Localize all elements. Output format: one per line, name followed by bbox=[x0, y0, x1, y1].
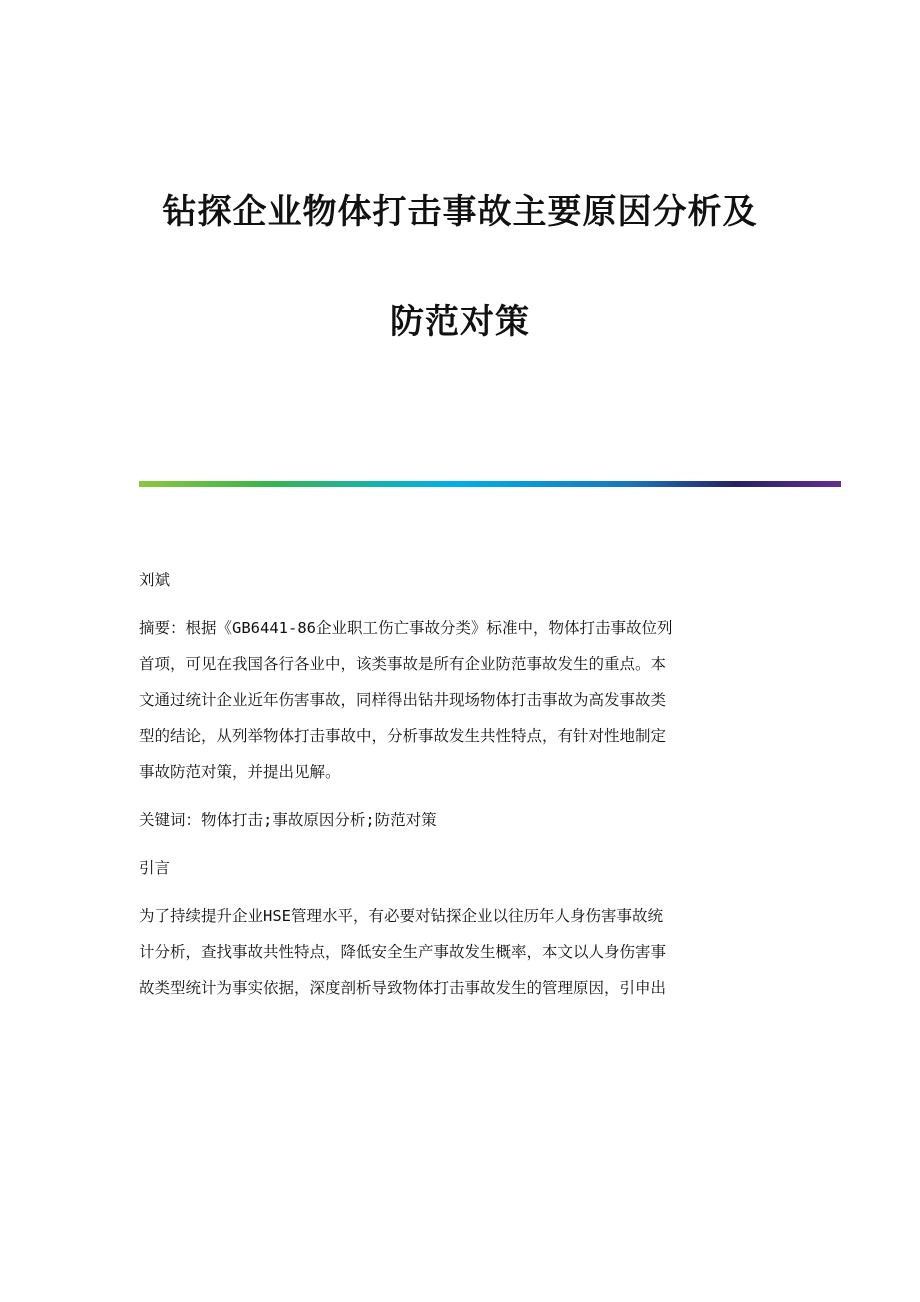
abstract-line: 文通过统计企业近年伤害事故，同样得出钻井现场物体打击事故为高发事故类 bbox=[139, 691, 667, 709]
abstract-line: 摘要：根据《GB6441-86企业职工伤亡事故分类》标准中，物体打击事故位列 bbox=[139, 619, 673, 637]
document-body bbox=[139, 562, 779, 1018]
title-line-1: 钻探企业物体打击事故主要原因分析及 bbox=[162, 192, 758, 232]
abstract bbox=[139, 610, 779, 790]
intro-line: 计分析，查找事故共性特点，降低安全生产事故发生概率，本文以人身伤害事 bbox=[139, 943, 667, 961]
document-title bbox=[0, 182, 920, 352]
abstract-line: 首项，可见在我国各行各业中，该类事故是所有企业防范事故发生的重点。本 bbox=[139, 655, 667, 673]
abstract-line: 型的结论，从列举物体打击事故中，分析事故发生共性特点，有针对性地制定 bbox=[139, 727, 667, 745]
title-divider bbox=[139, 481, 841, 487]
keywords: 关键词：物体打击;事故原因分析;防范对策 bbox=[139, 811, 437, 829]
title-line-2: 防范对策 bbox=[390, 302, 530, 342]
intro-heading: 引言 bbox=[139, 859, 171, 877]
intro-line: 为了持续提升企业HSE管理水平，有必要对钻探企业以往历年人身伤害事故统 bbox=[139, 907, 663, 925]
abstract-line: 事故防范对策，并提出见解。 bbox=[139, 763, 341, 781]
author: 刘斌 bbox=[139, 571, 171, 589]
intro-line: 故类型统计为事实依据，深度剖析导致物体打击事故发生的管理原因，引申出 bbox=[139, 979, 667, 997]
intro-paragraph bbox=[139, 898, 779, 1006]
